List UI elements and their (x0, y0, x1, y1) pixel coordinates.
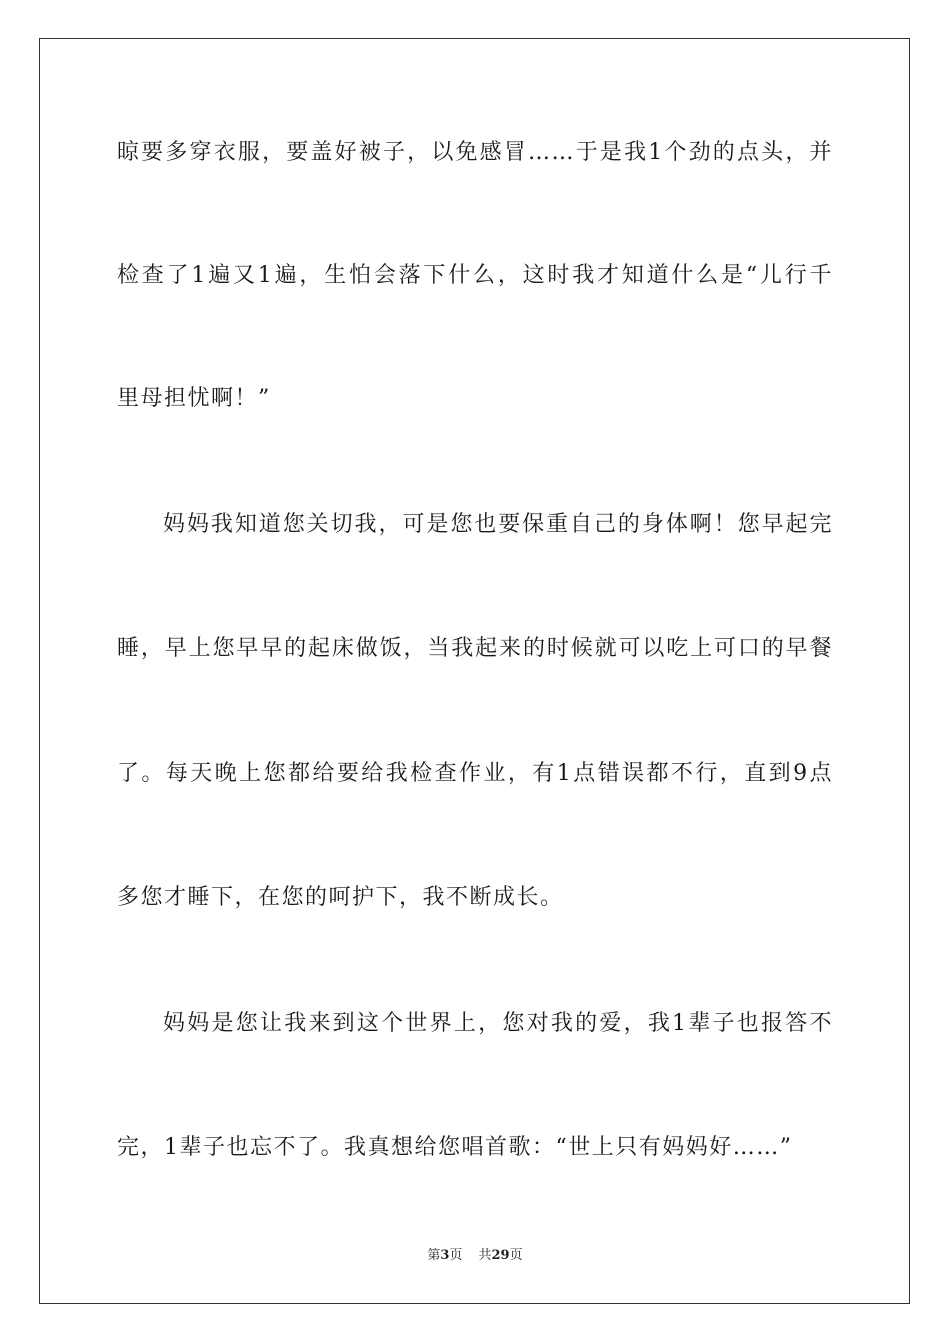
text-line-3: 里母担忧啊！” (117, 386, 271, 411)
paragraph-2-line-1: 妈妈我知道您关切我，可是您也要保重自己的身体啊！您早起完 (163, 512, 833, 537)
paragraph-2-line-2: 睡，早上您早早的起床做饭，当我起来的时候就可以吃上可口的早餐 (117, 636, 833, 661)
total-prefix: 共 (478, 1248, 492, 1263)
page-suffix: 页 (449, 1248, 463, 1263)
page-border (39, 38, 910, 1304)
paragraph-3-line-1: 妈妈是您让我来到这个世界上，您对我的爱，我1辈子也报答不 (163, 1011, 833, 1036)
total-page-number: 29 (491, 1248, 510, 1263)
paragraph-2-line-4: 多您才睡下，在您的呵护下，我不断成长。 (117, 885, 564, 910)
paragraph-2-line-3: 了。每天晚上您都给要给我检查作业，有1点错误都不行，直到9点 (117, 761, 833, 786)
paragraph-3-line-2: 完，1辈子也忘不了。我真想给您唱首歌：“世上只有妈妈好……” (117, 1135, 793, 1160)
text-line-2: 检查了1遍又1遍，生怕会落下什么，这时我才知道什么是“儿行千 (117, 263, 833, 288)
current-page-number: 3 (440, 1248, 450, 1263)
page-prefix: 第 (427, 1248, 441, 1263)
total-suffix: 页 (509, 1248, 523, 1263)
page-footer (0, 1247, 950, 1265)
text-line-1: 晾要多穿衣服，要盖好被子，以免感冒……于是我1个劲的点头，并 (117, 140, 833, 165)
